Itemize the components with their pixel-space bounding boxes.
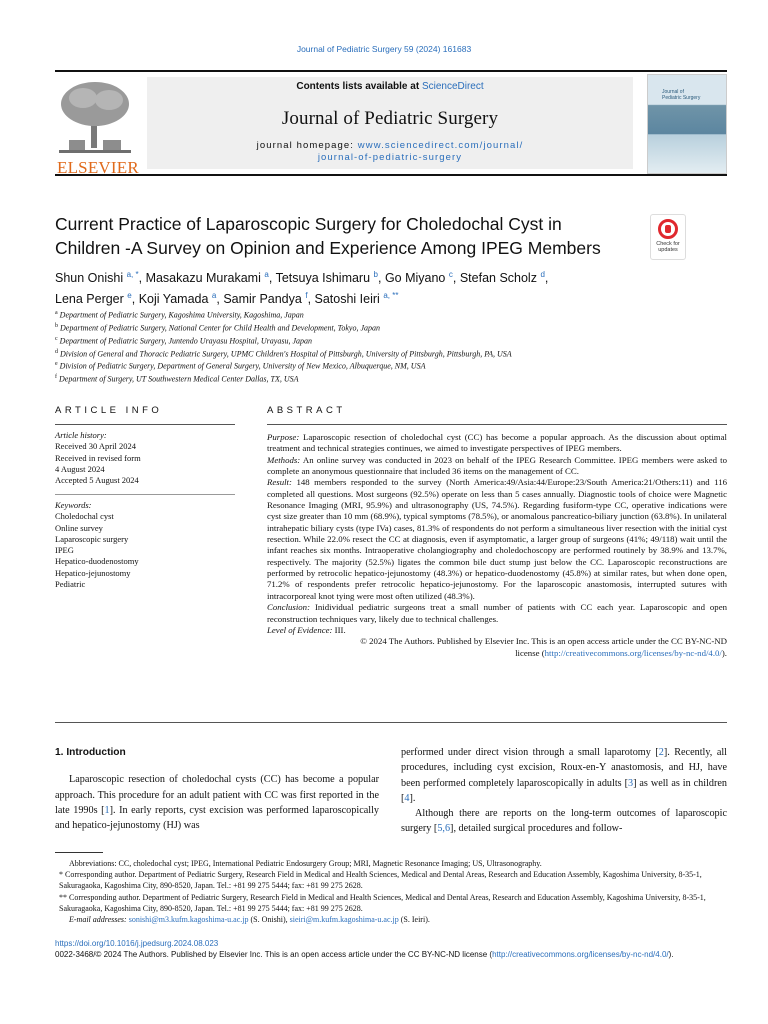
abbreviations-footnote: Abbreviations: CC, choledochal cyst; IPEG, International Pediatric Endosurgery Group; MRI, Magnetic Resonance Imaging; US, Ultrasonography. — [69, 859, 542, 868]
abstract-body — [267, 432, 727, 659]
reference-link[interactable]: 4 — [404, 792, 410, 804]
body-paragraph: Laparoscopic resection of choledochal cysts (CC) has become a popular approach. This procedure for an adult patient with CC was first reported in the late 1990s [1]. In early reports, cyst excision was performed laparoscopically and hepatico-jejunostomy (HJ) was — [55, 774, 379, 832]
email-link[interactable]: sieiri@m.kufm.kagoshima-u.ac.jp — [289, 915, 399, 925]
keyword: Pediatric — [55, 579, 86, 590]
reference-link[interactable]: 3 — [627, 777, 634, 789]
journal-citation-link[interactable]: Journal of Pediatric Surgery 59 (2024) 161683 — [296, 44, 472, 54]
keyword: IPEG — [55, 545, 74, 556]
affiliation: $^c$ Department of Pediatric Surgery, Juntendo Urayasu Hospital, Urayasu, Japan — [55, 335, 313, 346]
abstract-purpose: Purpose: Laparoscopic resection of choledochal cyst (CC) has become a popular approach. As the discussion about optimal treatment and technical strategies continues, we aimed to investigate perspectives of IPEG members. — [267, 432, 727, 454]
license-link[interactable]: http://creativecommons.org/licenses/by-nc-nd/4.0/ — [544, 647, 722, 658]
journal-title: Journal of Pediatric Surgery — [281, 108, 499, 129]
body-paragraph: performed under direct vision through a small laparotomy [2]. Recently, all procedures, including cyst excision, Roux-en-Y anastomosis, and HJ, have been performed completely laparoscopically in adults [3] as well as in children [4]. — [401, 747, 728, 804]
elsevier-tree-icon — [55, 78, 135, 156]
title-line2: Children -A Survey on Opinion and Experience Among IPEG Members — [55, 238, 601, 258]
section-heading: 1. Introduction — [55, 747, 126, 758]
abstract-bottom-rule — [55, 722, 727, 723]
title-line1: Current Practice of Laparoscopic Surgery for Choledochal Cyst in — [55, 214, 562, 234]
cover-title — [662, 89, 700, 101]
reference-link[interactable]: 5,6 — [437, 823, 451, 835]
affiliation: $^e$ Division of Pediatric Surgery, Department of General Surgery, University of New Mexico, Albuquerque, NM, USA — [55, 361, 426, 372]
article-info-rule — [55, 424, 235, 425]
abstract-rule — [267, 424, 727, 425]
affiliation: $^d$ Division of General and Thoracic Pediatric Surgery, UPMC Children's Hospital of Pittsburgh, University of Pittsburgh, Pittsburgh, PA, USA — [55, 348, 512, 359]
abstract-level: Level of Evidence: III. — [267, 624, 346, 635]
affiliations — [55, 308, 695, 385]
author[interactable]: Satoshi Ieiri $^{a, **}$ — [314, 291, 399, 307]
cover-title-line1: Journal of — [662, 89, 684, 95]
check-for-updates-button[interactable] — [650, 214, 686, 260]
homepage-link-line1[interactable]: www.sciencedirect.com/journal/ — [357, 140, 524, 151]
license-link[interactable]: http://creativecommons.org/licenses/by-nc-nd/4.0/ — [492, 950, 669, 960]
history-label: Article history: — [55, 430, 107, 440]
journal-cover-thumbnail[interactable] — [647, 74, 727, 174]
author[interactable]: Lena Perger $^e$ — [55, 291, 132, 307]
author-list: Shun Onishi $^{a, *}$, Masakazu Murakami $^a$, Tetsuya Ishimaru $^b$, Go Miyano $^c$, Stefan Scholz $^d$, Lena Perger $^e$, Koji Yamada $^a$, Samir Pandya $^f$, Satoshi Ieiri $^{a, **}$ — [55, 270, 549, 307]
keywords-rule — [55, 494, 235, 495]
homepage-prefix: journal homepage: — [256, 140, 358, 151]
accepted-date: Accepted 5 August 2024 — [55, 475, 139, 486]
author[interactable]: Shun Onishi $^{a, *}$ — [55, 270, 139, 286]
abstract-license: © 2024 The Authors. Published by Elsevier Inc. This is an open access article under the CC BY-NC-ND license (http://creativecommons.org/licenses/by-nc-nd/4.0/). — [360, 636, 727, 658]
affiliation: $^f$ Department of Surgery, UT Southwestern Medical Center Dallas, TX, USA — [55, 374, 299, 384]
author[interactable]: Samir Pandya $^f$ — [223, 291, 308, 307]
abstract-heading: ABSTRACT — [267, 405, 346, 416]
footnote-rule — [55, 852, 103, 853]
author[interactable]: Go Miyano $^c$ — [384, 270, 453, 286]
sciencedirect-link[interactable]: ScienceDirect — [421, 81, 484, 92]
email-footnote: E-mail addresses: sonishi@m3.kufm.kagoshima-u.ac.jp (S. Onishi), sieiri@m.kufm.kagoshima-u.ac.jp (S. Ieiri). — [69, 915, 430, 925]
masthead-center — [147, 77, 633, 169]
check-updates-label: Check for updates — [656, 241, 680, 253]
author[interactable]: Koji Yamada $^a$ — [138, 291, 217, 307]
elsevier-logo[interactable] — [55, 78, 139, 177]
revised-date: 4 August 2024 — [55, 463, 105, 474]
masthead — [55, 70, 727, 176]
abstract-methods: Methods: An online survey was conducted in 2023 on behalf of the IPEG Research Committee. IPEG members were asked to complete an anonymous questionnaire that included 36 items on the management of CC. — [267, 454, 727, 477]
affiliation: $^a$ Department of Pediatric Surgery, Kagoshima University, Kagoshima, Japan — [55, 310, 304, 320]
body-left-column — [55, 745, 379, 833]
keyword: Laparoscopic surgery — [55, 533, 129, 544]
contents-prefix: Contents lists available at — [296, 81, 422, 92]
doi-link[interactable]: https://doi.org/10.1016/j.jpedsurg.2024.08.023 — [55, 939, 219, 948]
contents-line — [147, 81, 633, 92]
article-info-heading: ARTICLE INFO — [55, 405, 163, 416]
body-paragraph: Although there are reports on the long-term outcomes of laparoscopic surgery [5,6], detailed surgical procedures and follow- — [401, 808, 727, 835]
footnotes — [55, 858, 727, 925]
cover-title-line2: Pediatric Surgery — [662, 95, 701, 101]
journal-homepage — [147, 140, 633, 164]
body-right-column — [401, 745, 727, 837]
author[interactable]: Masakazu Murakami $^a$ — [145, 270, 269, 286]
elsevier-wordmark: ELSEVIER — [57, 158, 139, 177]
keyword: Hepatico-jejunostomy — [55, 567, 131, 578]
keywords-label: Keywords: — [55, 500, 92, 510]
doi-footer — [55, 938, 727, 960]
article-history — [55, 430, 235, 486]
reference-link[interactable]: 2 — [658, 747, 664, 758]
received-date: Received 30 April 2024 — [55, 441, 136, 452]
abstract-result: Result: 148 members responded to the survey (North America:49/Asia:44/Europe:23/South America:21/Others:11) and 116 completed all questions. Most surgeons (92.5%) operate on less than 5 cases annually. Diagnostic tools of choice were Magnetic Resonance Imaging (MRI, 95.9%) and ultrasonography (US, 74.5%). Regarding fusiform-type CC, operative indications were cyst size greater than 10 mm (68.9%), typical symptoms (78.5%), or anomalous pancreatico-biliary junction (63.8%). In unilateral intrahepatic biliary cysts (type IVa) cases, 81.3% of respondents do not perform a simultaneous liver resection with the initial cyst resection. While 22.0% resect the CC at diagnosis, even if asymptomatic, a larger group of surgeons (41%; 49/118) wait until the infant reaches six months. Intraoperative cholangiography and choledochoscopy are performed routinely by 38.9% and 13.7%, respectively. The majority (52.5%) ligates the common bile duct stump just below the CC. Laparoscopic reconstructions are performed by retrocolic hepatico-jejunostomy (48.3%) or hepatico-duodenostomy (45.8%) at similar rates, but when done open, 71.2% of respondents prefer retrocolic hepatico-jejunostomy. For the laparoscopic anastomosis, interrupted sutures with intracorporeal knot tying were most often utilized (48.3%). — [267, 477, 728, 601]
corresponding-author-2: ** Corresponding author. Department of Pediatric Surgery, Research Field in Medical and Health Sciences, Medical and Dental Areas, Research and Education Assembly, Kagoshima University, 8-35-1, Sakuragaoka, Kagoshima City, 890-8520, Japan. Tel.: +81 99 275 5444; fax: +81 99 275 2628. — [59, 892, 706, 913]
homepage-link-line2[interactable]: journal-of-pediatric-surgery — [317, 152, 463, 163]
revised-label: Received in revised form — [55, 452, 141, 463]
author[interactable]: Stefan Scholz $^d$ — [459, 270, 545, 286]
corresponding-author-1: * Corresponding author. Department of Pediatric Surgery, Research Field in Medical and Health Sciences, Medical and Dental Areas, Research and Education Assembly, Kagoshima University, 8-35-1, Sakuragaoka, Kagoshima City, 890-8520, Japan. Tel.: +81 99 275 5444; fax: +81 99 275 2628. — [59, 870, 702, 891]
keyword: Online survey — [55, 522, 103, 533]
author[interactable]: Tetsuya Ishimaru $^b$ — [275, 270, 378, 286]
email-link[interactable]: sonishi@m3.kufm.kagoshima-u.ac.jp — [128, 915, 249, 925]
abstract-conclusion: Conclusion: Inidividual pediatric surgeons treat a small number of patients with CC each year. Laparoscopic and open reconstruction techniques vary, likely due to technical challenges. — [267, 602, 727, 624]
reference-link[interactable]: 1 — [104, 804, 110, 816]
affiliation: $^b$ Department of Pediatric Surgery, National Center for Child Health and Development, Tokyo, Japan — [55, 322, 381, 333]
article-title — [55, 212, 645, 260]
bookmark-icon — [658, 219, 678, 239]
issn-line: 0022-3468/© 2024 The Authors. Published by Elsevier Inc. This is an open access article under the CC BY-NC-ND license (http://creativecommons.org/licenses/by-nc-nd/4.0/). — [55, 950, 674, 960]
keywords — [55, 500, 235, 590]
keyword: Hepatico-duodenostomy — [55, 556, 139, 567]
keyword: Choledochal cyst — [55, 511, 114, 522]
